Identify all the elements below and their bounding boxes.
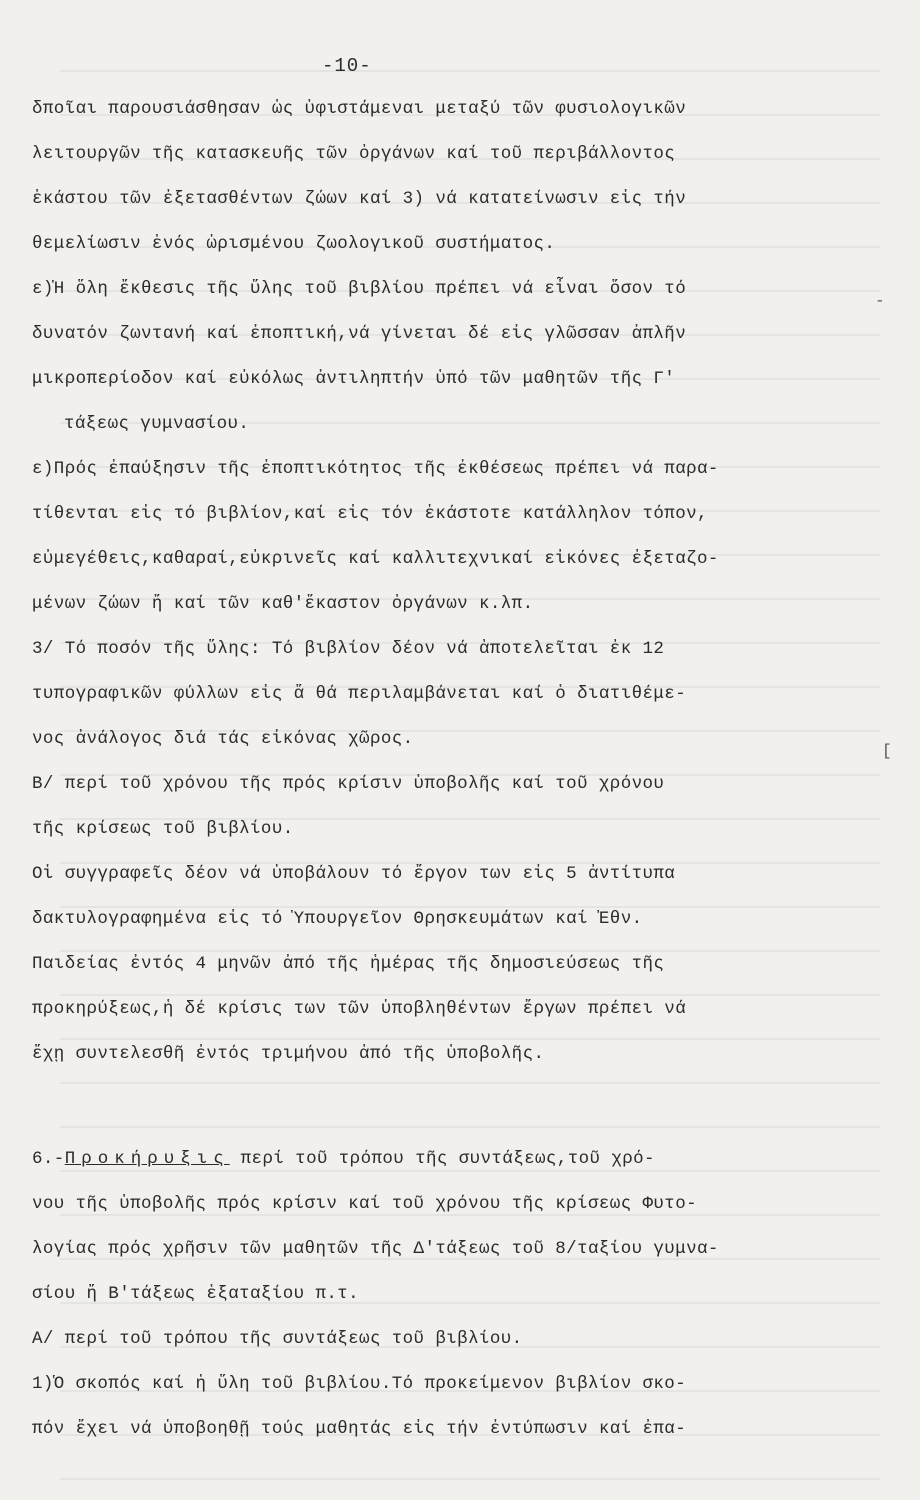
text-line: Παιδείας ἐντός 4 μηνῶν ἀπό τῆς ἡμέρας τῆς δημοσιεύσεως τῆς [32,954,665,974]
section6-heading-line [32,1148,655,1170]
text-line: θεμελίωσιν ἑνός ὡρισμένου ζωολογικοῦ συστήματος. [32,234,556,254]
text-line: δυνατόν ζωντανή καί ἐποπτική,νά γίνεται δέ εἰς γλῶσσαν ἁπλῆν [32,324,687,344]
section-heading: Προκήρυξις [64,1149,230,1169]
margin-dash-mark: - [875,292,885,310]
text-line: ἔχῃ συντελεσθῆ ἐντός τριμήνου ἀπό τῆς ὑποβολῆς. [32,1044,545,1064]
text-line: Α/ περί τοῦ τρόπου τῆς συντάξεως τοῦ βιβλίου. [32,1329,523,1349]
text-line: λογίας πρός χρῆσιν τῶν μαθητῶν τῆς Δ'τάξεως τοῦ 8/ταξίου γυμνα- [32,1239,719,1259]
text-line: πόν ἔχει νά ὑποβοηθῇ τούς μαθητάς εἰς τήν ἐντύπωσιν καί ἐπα- [32,1419,687,1439]
section-heading-rest: περί τοῦ τρόπου τῆς συντάξεως,τοῦ χρό- [240,1149,655,1169]
text-line: ἑκάστου τῶν ἐξετασθέντων ζώων καί 3) νά κατατείνωσιν εἰς τήν [32,189,687,209]
text-line: τίθενται εἰς τό βιβλίον,καί εἰς τόν ἑκάστοτε κατάλληλον τόπον, [32,504,708,524]
page-number: -10- [322,55,372,77]
text-line: Β/ περί τοῦ χρόνου τῆς πρός κρίσιν ὑποβολῆς καί τοῦ χρόνου [32,774,665,794]
text-line: ε)Ἡ ὅλη ἔκθεσις τῆς ὕλης τοῦ βιβλίου πρέπει νά εἶναι ὅσον τό [32,279,687,299]
text-line: μικροπερίοδον καί εὐκόλως ἀντιληπτήν ὑπό τῶν μαθητῶν τῆς Γ' [32,369,676,389]
text-line: δακτυλογραφημένα εἰς τό Ὑπουργεῖον Θρησκευμάτων καί Ἐθν. [32,909,643,929]
text-line: εὐμεγέθεις,καθαραί,εὐκρινεῖς καί καλλιτεχνικαί εἰκόνες ἐξεταζο- [32,549,719,569]
text-line: ε)Πρός ἐπαύξησιν τῆς ἐποπτικότητος τῆς ἐκθέσεως πρέπει νά παρα- [32,459,719,479]
text-line: 1)Ὁ σκοπός καί ἡ ὕλη τοῦ βιβλίου.Τό προκείμενον βιβλίον σκο- [32,1374,687,1394]
text-line: τῆς κρίσεως τοῦ βιβλίου. [32,819,294,839]
margin-bracket-mark: [ [882,742,892,760]
text-line: λειτουργῶν τῆς κατασκευῆς τῶν ὀργάνων καί τοῦ περιβάλλοντος [32,144,676,164]
text-line: 3/ Τό ποσόν τῆς ὕλης: Τό βιβλίον δέον νά ἀποτελεῖται ἐκ 12 [32,639,665,659]
text-line: Οἱ συγγραφεῖς δέον νά ὑποβάλουν τό ἔργον των εἰς 5 ἀντίτυπα [32,864,676,884]
text-line: σίου ἤ Β'τάξεως ἑξαταξίου π.τ. [32,1284,360,1304]
text-line: τάξεως γυμνασίου. [64,414,250,434]
text-line: δποῖαι παρουσιάσθησαν ὡς ὑφιστάμεναι μεταξύ τῶν φυσιολογικῶν [32,99,687,119]
text-line: μένων ζώων ἤ καί τῶν καθ'ἕκαστον ὀργάνων κ.λπ. [32,594,534,614]
text-line: νου τῆς ὑποβολῆς πρός κρίσιν καί τοῦ χρόνου τῆς κρίσεως Φυτο- [32,1194,698,1214]
section-number: 6.- [32,1149,65,1169]
bleed-through-texture [60,40,880,1480]
text-line: προκηρύξεως,ἡ δέ κρίσις των τῶν ὑποβληθέντων ἔργων πρέπει νά [32,999,687,1019]
text-line: τυπογραφικῶν φύλλων εἰς ἅ θά περιλαμβάνεται καί ὁ διατιθέμε- [32,684,687,704]
text-line: νος ἀνάλογος διά τάς εἰκόνας χῶρος. [32,729,414,749]
